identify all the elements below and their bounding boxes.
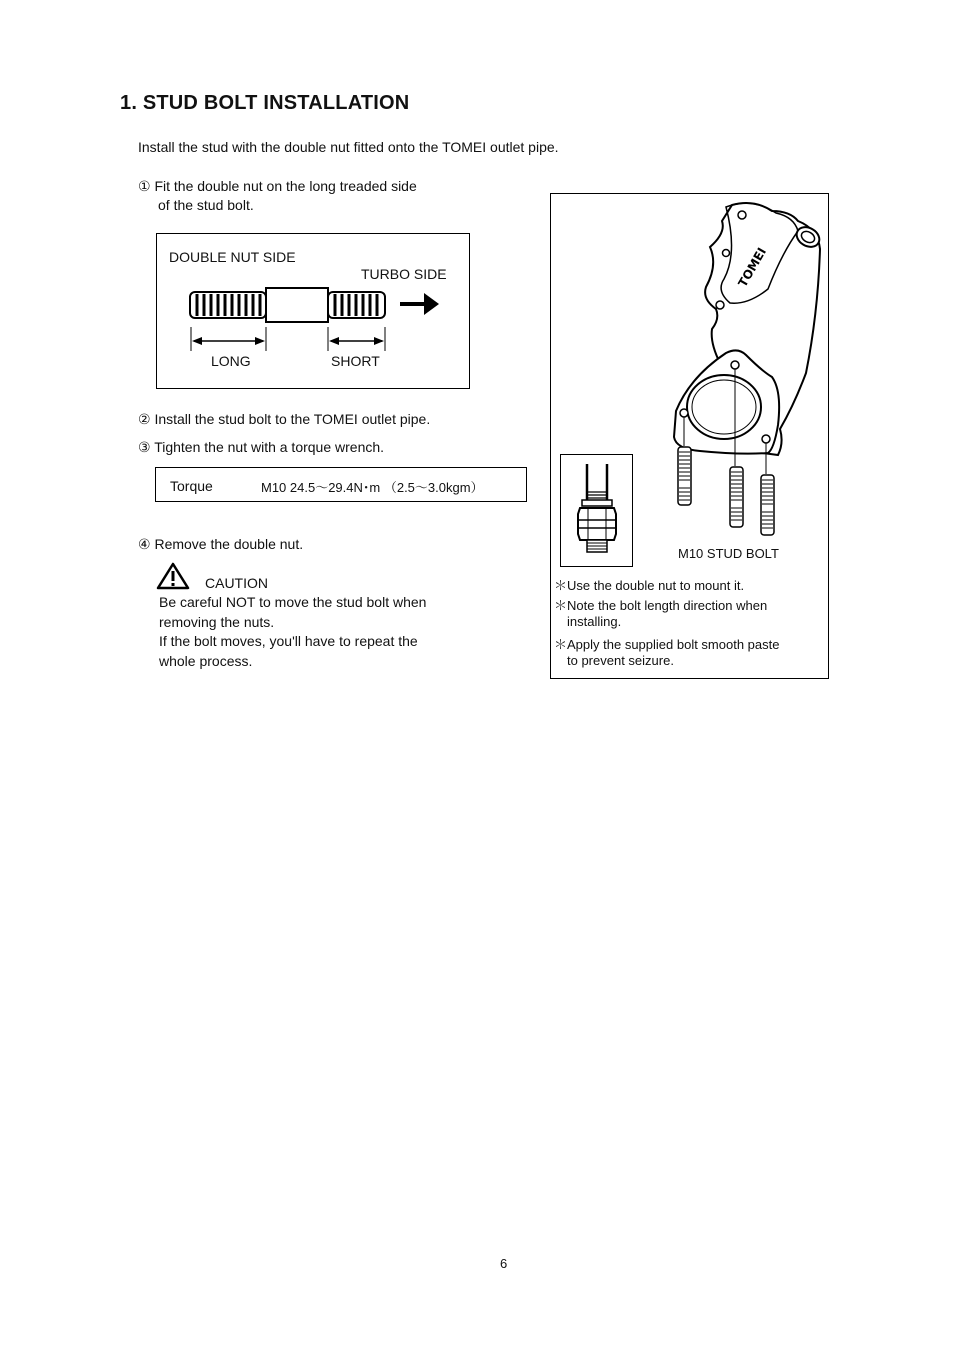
step-3-number: ③ xyxy=(138,439,151,455)
step-3 xyxy=(138,439,384,456)
step-4-text: Remove the double nut. xyxy=(154,536,304,552)
caution-line-1: Be careful NOT to move the stud bolt when xyxy=(159,594,427,610)
caution-line-3: If the bolt moves, you'll have to repeat the xyxy=(159,633,418,649)
step-2 xyxy=(138,411,430,428)
step-1 xyxy=(138,178,417,195)
step-2-text: Install the stud bolt to the TOMEI outlet pipe. xyxy=(154,411,431,427)
note-3-continued: to prevent seizure. xyxy=(567,653,674,668)
step-1-continued: of the stud bolt. xyxy=(158,197,254,213)
torque-label: Torque xyxy=(170,478,213,494)
note-3: ＊Apply the supplied bolt smooth paste xyxy=(554,637,780,652)
double-nut-side-label: DOUBLE NUT SIDE xyxy=(169,249,296,265)
note-1: ＊Use the double nut to mount it. xyxy=(554,578,745,593)
step-4-number: ④ xyxy=(138,536,151,552)
double-nut-drawing xyxy=(560,454,633,567)
brand-mark: TOMEI xyxy=(735,245,770,290)
step-4 xyxy=(138,536,303,553)
intro-text: Install the stud with the double nut fitted onto the TOMEI outlet pipe. xyxy=(138,139,559,155)
step-2-number: ② xyxy=(138,411,151,427)
step-1-text: Fit the double nut on the long treaded side xyxy=(154,178,417,194)
caution-heading: CAUTION xyxy=(205,575,268,591)
caution-line-4: whole process. xyxy=(159,653,253,669)
turbo-side-label: TURBO SIDE xyxy=(361,266,447,282)
short-label: SHORT xyxy=(331,353,380,369)
step-3-text: Tighten the nut with a torque wrench. xyxy=(154,439,385,455)
warning-icon xyxy=(156,562,190,590)
note-2-continued: installing. xyxy=(567,614,622,629)
note-2: ＊Note the bolt length direction when xyxy=(554,598,768,613)
long-label: LONG xyxy=(211,353,251,369)
stud-bolt-label: M10 STUD BOLT xyxy=(678,546,779,561)
stud-bolt-drawing xyxy=(156,233,470,389)
caution-line-2: removing the nuts. xyxy=(159,614,275,630)
section-title: 1. STUD BOLT INSTALLATION xyxy=(120,92,410,114)
step-1-number: ① xyxy=(138,178,151,194)
page-number: 6 xyxy=(500,1256,508,1271)
torque-value: M10 24.5～29.4N･m （2.5～3.0kgm） xyxy=(261,480,484,495)
